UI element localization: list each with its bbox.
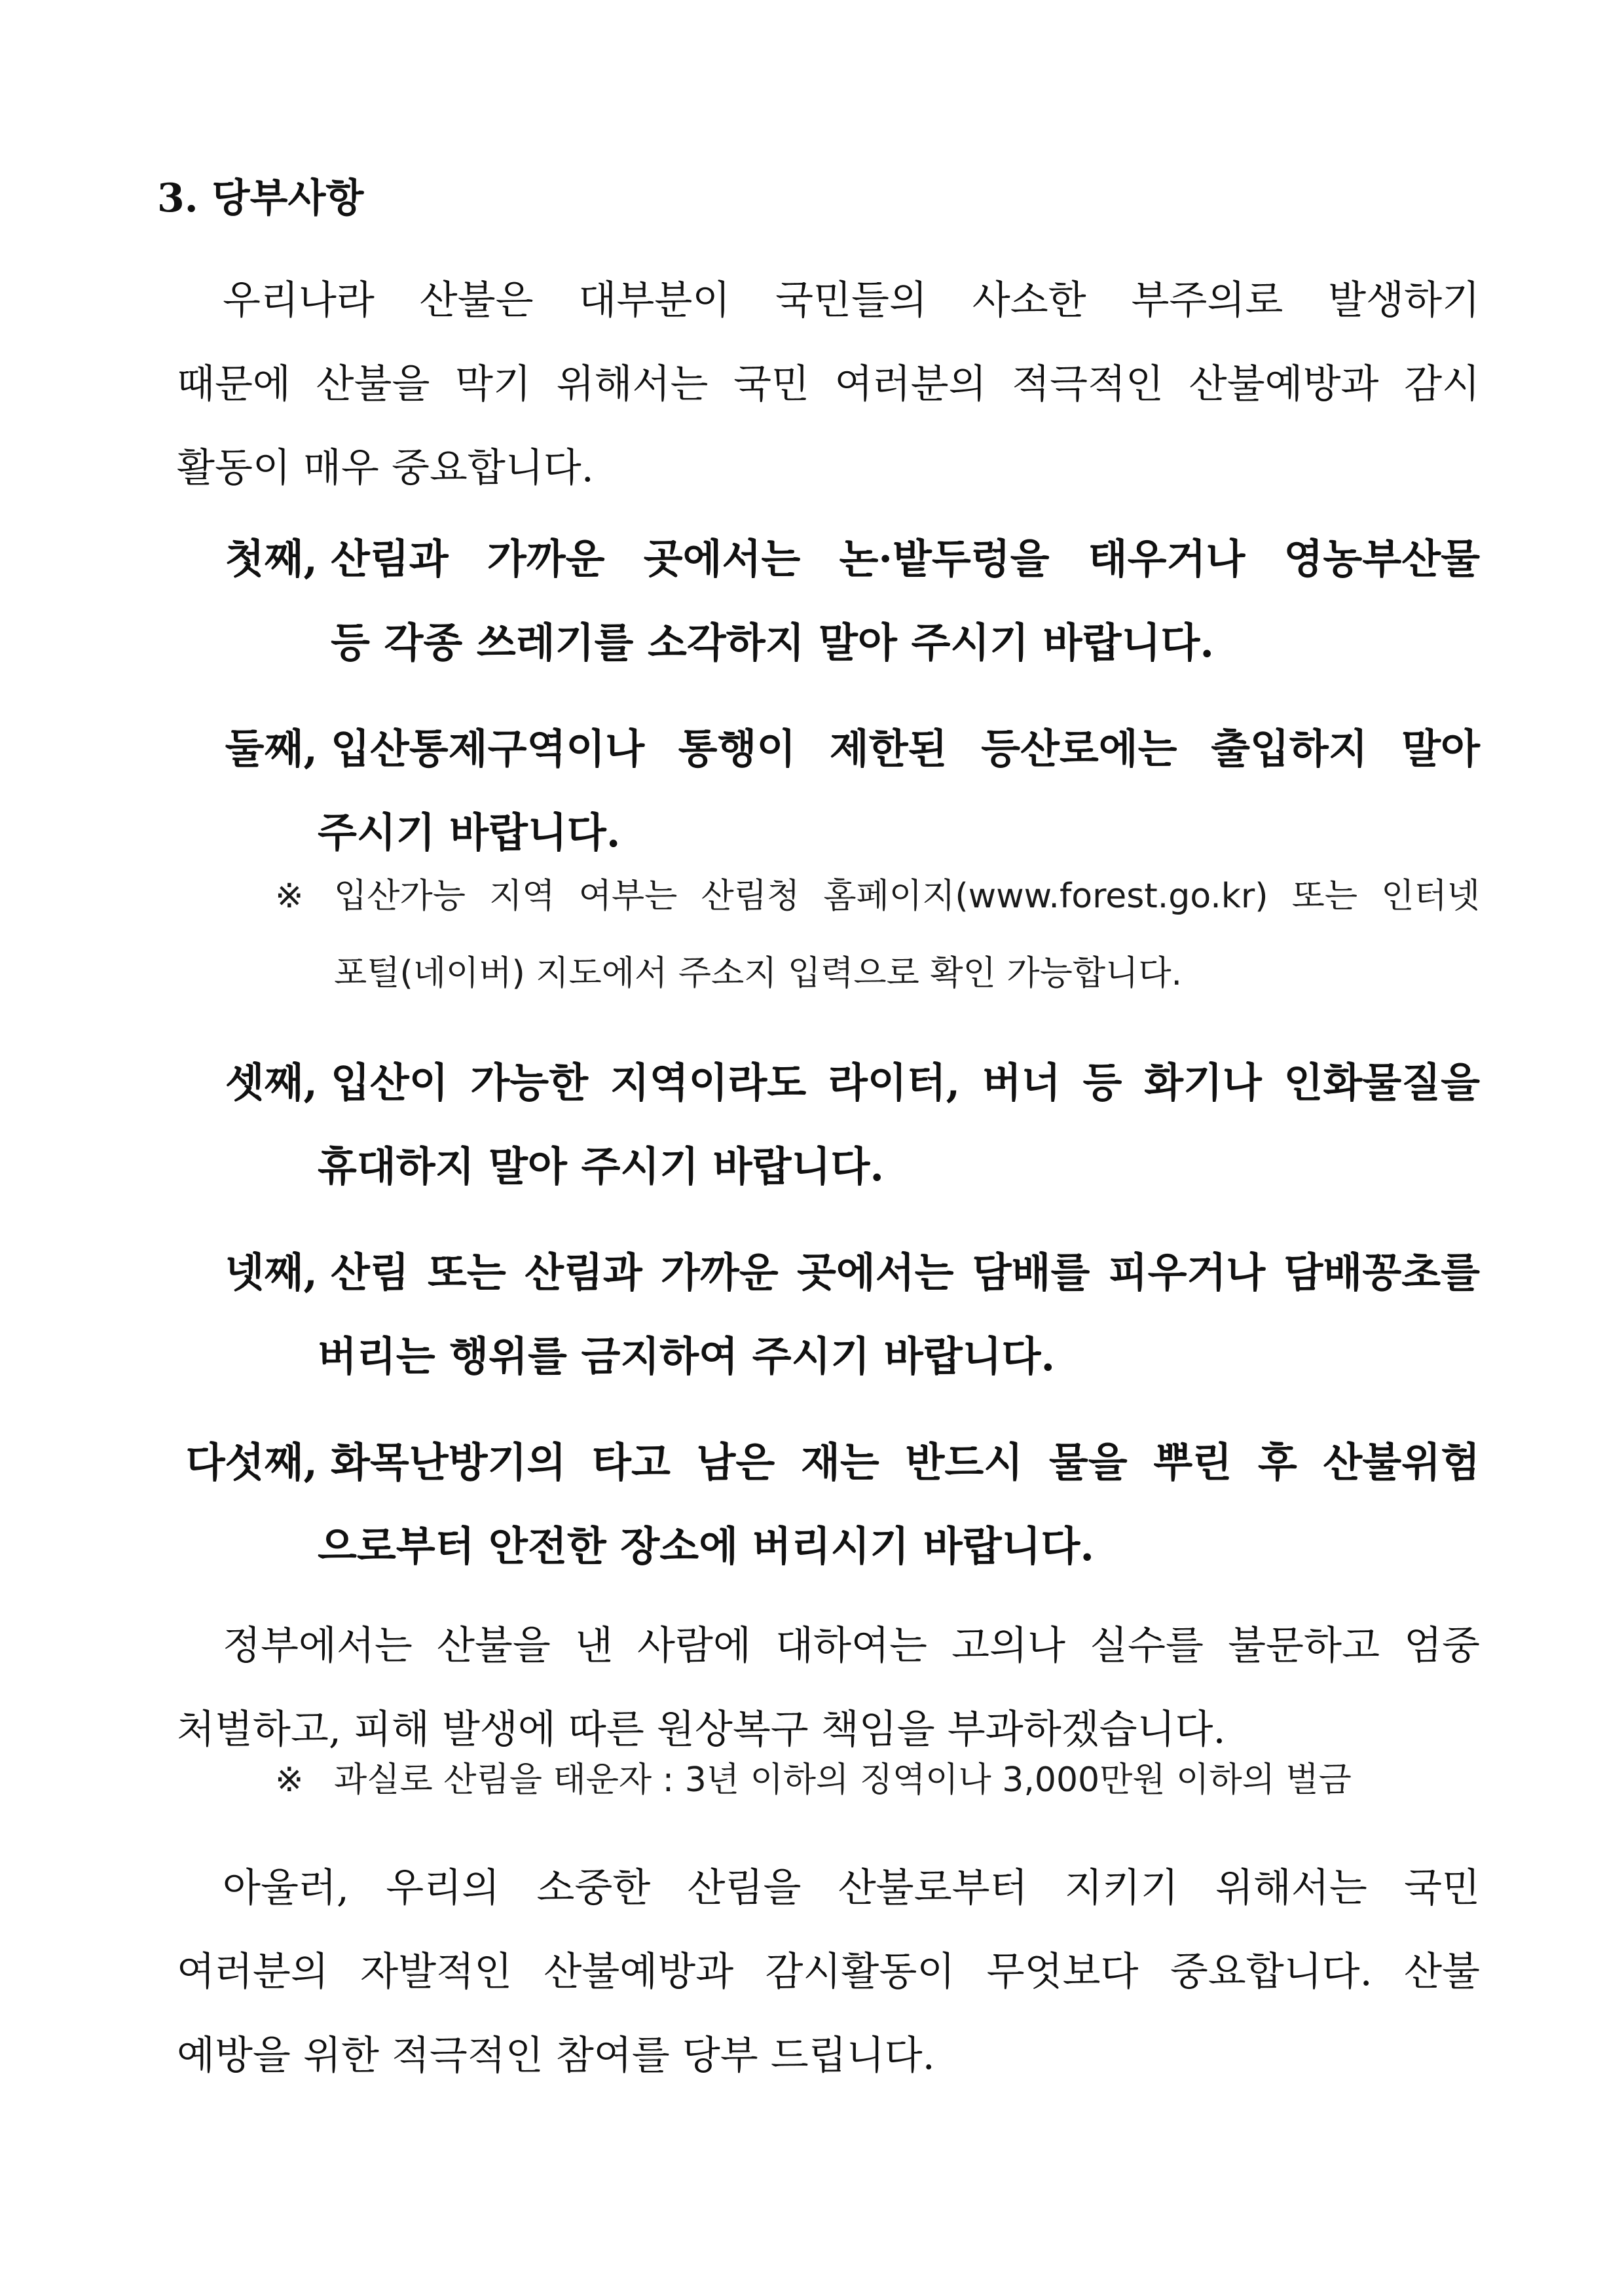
item-line-1: 산림과 가까운 곳에서는 논·밭두렁을 태우거나 영농부산물 [331, 535, 1480, 583]
note-access-line-2: 포털(네이버) 지도에서 주소지 입력으로 확인 가능합니다. [334, 954, 1183, 993]
item-lead: 둘째, [225, 725, 318, 773]
item-fourth [157, 1231, 1480, 1398]
intro-line-1: 우리나라 산불은 대부분이 국민들의 사소한 부주의로 발생하기 [223, 278, 1480, 323]
reference-mark-icon: ※ [275, 877, 304, 916]
item-lead: 셋째, [225, 1059, 318, 1106]
item-line-2: 휴대하지 말아 주시기 바랍니다. [318, 1142, 884, 1190]
closing-line-2: 여러분의 자발적인 산불예방과 감시활동이 무엇보다 중요합니다. 산불 [177, 1949, 1480, 1995]
note-penalty [275, 1741, 1480, 1819]
item-line-1: 입산이 가능한 지역이라도 라이터, 버너 등 화기나 인화물질을 [331, 1059, 1480, 1106]
item-line-2: 으로부터 안전한 장소에 버리시기 바랍니다. [318, 1522, 1094, 1570]
note-access [275, 858, 1480, 1012]
penalty-line-2: 처벌하고, 피해 발생에 따른 원상복구 책임을 부과하겠습니다. [177, 1707, 1226, 1753]
item-lead: 첫째, [225, 535, 318, 583]
intro-line-3: 활동이 매우 중요합니다. [177, 445, 594, 491]
intro-line-2: 때문에 산불을 막기 위해서는 국민 여러분의 적극적인 산불예방과 감시 [177, 361, 1480, 407]
item-line-1: 입산통제구역이나 통행이 제한된 등산로에는 출입하지 말아 [331, 725, 1480, 773]
note-access-line-1: 입산가능 지역 여부는 산림청 홈페이지(www.forest.go.kr) 또는 인터넷 [334, 877, 1480, 916]
item-third [157, 1041, 1480, 1209]
note-penalty-text: 과실로 산림을 태운자 : 3년 이하의 징역이나 3,000만원 이하의 벌금 [334, 1760, 1352, 1800]
closing-line-3: 예방을 위한 적극적인 참여를 당부 드립니다. [177, 2033, 935, 2079]
closing-paragraph [177, 1846, 1480, 2098]
item-line-2: 버리는 행위를 금지하여 주시기 바랍니다. [318, 1332, 1056, 1380]
reference-mark-icon: ※ [275, 1760, 304, 1800]
item-fifth [157, 1421, 1480, 1588]
item-line-2: 등 각종 쓰레기를 소각하지 말아 주시기 바랍니다. [331, 619, 1214, 666]
item-line-1: 화목난방기의 타고 남은 재는 반드시 물을 뿌린 후 산불위험 [331, 1438, 1480, 1486]
closing-line-1: 아울러, 우리의 소중한 산림을 산불로부터 지키기 위해서는 국민 [223, 1865, 1480, 1911]
item-line-1: 산림 또는 산림과 가까운 곳에서는 담배를 피우거나 담배꽁초를 [331, 1248, 1480, 1296]
intro-paragraph [177, 259, 1480, 510]
item-line-2: 주시기 바랍니다. [318, 809, 621, 856]
penalty-line-1: 정부에서는 산불을 낸 사람에 대하여는 고의나 실수를 불문하고 엄중 [223, 1623, 1480, 1669]
section-heading: 3. 당부사항 [157, 175, 364, 221]
item-first [157, 517, 1480, 685]
item-lead: 다섯째, [185, 1438, 318, 1486]
item-lead: 넷째, [225, 1248, 318, 1296]
item-second [157, 707, 1480, 875]
